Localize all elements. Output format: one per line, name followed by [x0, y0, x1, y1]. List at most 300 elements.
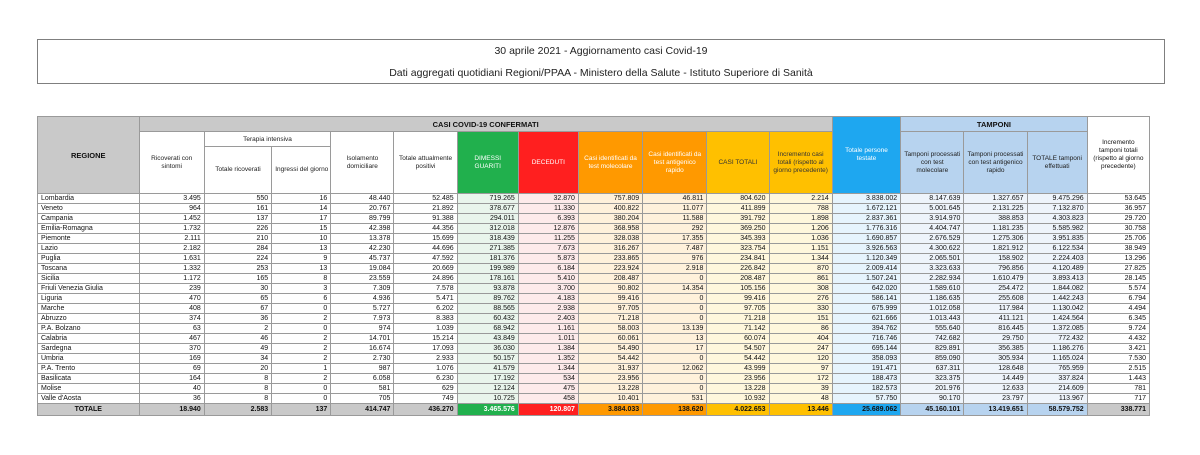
cell-casi-totali: 804.620	[707, 194, 769, 204]
cell-persone-testate: 1.672.121	[832, 204, 900, 214]
cell-regione: Toscana	[38, 264, 140, 274]
cell-ti-totale: 20	[204, 364, 271, 374]
cell-deceduti: 11.255	[518, 234, 578, 244]
cell-incremento-casi: 247	[769, 344, 832, 354]
total-tamponi-molecolare: 45.160.101	[901, 404, 964, 416]
cell-casi-totali: 345.393	[707, 234, 769, 244]
cell-incremento-casi: 1.898	[769, 214, 832, 224]
header-persone-testate: Totale persone testate	[832, 117, 900, 194]
cell-tamponi-antigenico: 12.633	[964, 384, 1027, 394]
cell-ti-ingressi: 9	[272, 254, 331, 264]
cell-totale-positivi: 1.039	[394, 324, 457, 334]
report-header	[37, 39, 1165, 84]
cell-ti-totale: 137	[204, 214, 271, 224]
cell-casi-molecolare: 380.204	[578, 214, 642, 224]
cell-casi-totali: 391.792	[707, 214, 769, 224]
total-ti-totale: 2.583	[204, 404, 271, 416]
cell-tamponi-molecolare: 323.375	[901, 374, 964, 384]
cell-tamponi-totale: 113.967	[1027, 394, 1087, 404]
cell-ricoverati: 1.332	[139, 264, 204, 274]
cell-deceduti: 12.876	[518, 224, 578, 234]
covid-data-table	[37, 116, 1150, 416]
cell-regione: Campania	[38, 214, 140, 224]
cell-persone-testate: 1.776.316	[832, 224, 900, 234]
cell-totale-positivi: 6.202	[394, 304, 457, 314]
cell-dimessi: 12.124	[457, 384, 518, 394]
cell-persone-testate: 2.837.361	[832, 214, 900, 224]
table-row	[38, 194, 1150, 204]
cell-totale-positivi: 6.230	[394, 374, 457, 384]
cell-dimessi: 93.878	[457, 284, 518, 294]
cell-ricoverati: 1.631	[139, 254, 204, 264]
cell-casi-molecolare: 23.956	[578, 374, 642, 384]
cell-casi-totali: 54.507	[707, 344, 769, 354]
cell-incremento-tamponi: 3.421	[1087, 344, 1149, 354]
cell-dimessi: 43.849	[457, 334, 518, 344]
cell-tamponi-molecolare: 555.640	[901, 324, 964, 334]
cell-tamponi-molecolare: 5.001.645	[901, 204, 964, 214]
cell-tamponi-antigenico: 305.934	[964, 354, 1027, 364]
cell-dimessi: 312.018	[457, 224, 518, 234]
cell-tamponi-totale: 1.372.085	[1027, 324, 1087, 334]
cell-incremento-casi: 97	[769, 364, 832, 374]
cell-tamponi-antigenico: 816.445	[964, 324, 1027, 334]
cell-dimessi: 318.439	[457, 234, 518, 244]
table-row-totale	[38, 404, 1150, 416]
cell-regione: Lombardia	[38, 194, 140, 204]
cell-regione: Veneto	[38, 204, 140, 214]
cell-isolamento: 20.767	[331, 204, 394, 214]
cell-incremento-tamponi: 13.296	[1087, 254, 1149, 264]
cell-regione: Piemonte	[38, 234, 140, 244]
cell-regione: P.A. Trento	[38, 364, 140, 374]
cell-tamponi-antigenico: 255.608	[964, 294, 1027, 304]
cell-isolamento: 2.730	[331, 354, 394, 364]
cell-incremento-casi: 276	[769, 294, 832, 304]
cell-ricoverati: 164	[139, 374, 204, 384]
cell-dimessi: 60.432	[457, 314, 518, 324]
cell-incremento-casi: 870	[769, 264, 832, 274]
cell-tamponi-molecolare: 1.186.635	[901, 294, 964, 304]
cell-ti-totale: 2	[204, 324, 271, 334]
header-row-groups	[38, 117, 1150, 132]
cell-ricoverati: 63	[139, 324, 204, 334]
cell-ti-totale: 253	[204, 264, 271, 274]
cell-ti-ingressi: 6	[272, 294, 331, 304]
cell-persone-testate: 182.573	[832, 384, 900, 394]
cell-incremento-casi: 86	[769, 324, 832, 334]
cell-persone-testate: 191.471	[832, 364, 900, 374]
cell-casi-totali: 369.250	[707, 224, 769, 234]
cell-incremento-casi: 861	[769, 274, 832, 284]
cell-ti-totale: 8	[204, 374, 271, 384]
cell-ricoverati: 3.495	[139, 194, 204, 204]
cell-persone-testate: 642.020	[832, 284, 900, 294]
cell-dimessi: 181.376	[457, 254, 518, 264]
cell-totale-positivi: 15.699	[394, 234, 457, 244]
cell-deceduti: 6.393	[518, 214, 578, 224]
cell-tamponi-molecolare: 2.676.529	[901, 234, 964, 244]
cell-isolamento: 705	[331, 394, 394, 404]
table-row	[38, 334, 1150, 344]
table-row	[38, 364, 1150, 374]
cell-dimessi: 10.725	[457, 394, 518, 404]
cell-casi-antigenico: 0	[643, 384, 707, 394]
cell-tamponi-molecolare: 2.065.501	[901, 254, 964, 264]
cell-regione: Marche	[38, 304, 140, 314]
report-title: 30 aprile 2021 - Aggiornamento casi Covid-19	[494, 45, 708, 57]
cell-tamponi-antigenico: 254.472	[964, 284, 1027, 294]
cell-tamponi-totale: 2.224.403	[1027, 254, 1087, 264]
cell-dimessi: 199.989	[457, 264, 518, 274]
cell-casi-totali: 43.999	[707, 364, 769, 374]
cell-dimessi: 178.161	[457, 274, 518, 284]
cell-dimessi: 36.030	[457, 344, 518, 354]
cell-casi-molecolare: 328.038	[578, 234, 642, 244]
cell-isolamento: 987	[331, 364, 394, 374]
cell-casi-totali: 234.841	[707, 254, 769, 264]
cell-regione: Sardegna	[38, 344, 140, 354]
cell-tamponi-molecolare: 3.323.633	[901, 264, 964, 274]
cell-casi-totali: 97.705	[707, 304, 769, 314]
total-casi-antigenico: 138.620	[643, 404, 707, 416]
cell-tamponi-molecolare: 4.300.622	[901, 244, 964, 254]
cell-ti-ingressi: 16	[272, 194, 331, 204]
cell-tamponi-antigenico: 29.750	[964, 334, 1027, 344]
cell-casi-antigenico: 976	[643, 254, 707, 264]
cell-totale-positivi: 52.485	[394, 194, 457, 204]
cell-deceduti: 32.870	[518, 194, 578, 204]
cell-casi-molecolare: 10.401	[578, 394, 642, 404]
table-row	[38, 304, 1150, 314]
cell-deceduti: 2.938	[518, 304, 578, 314]
cell-ricoverati: 2.182	[139, 244, 204, 254]
cell-casi-totali: 71.218	[707, 314, 769, 324]
cell-casi-antigenico: 12.062	[643, 364, 707, 374]
cell-persone-testate: 675.999	[832, 304, 900, 314]
cell-deceduti: 5.410	[518, 274, 578, 284]
cell-casi-molecolare: 99.416	[578, 294, 642, 304]
cell-dimessi: 17.192	[457, 374, 518, 384]
cell-casi-totali: 60.074	[707, 334, 769, 344]
cell-tamponi-antigenico: 158.902	[964, 254, 1027, 264]
cell-ti-totale: 8	[204, 394, 271, 404]
cell-casi-totali: 54.442	[707, 354, 769, 364]
cell-deceduti: 3.700	[518, 284, 578, 294]
header-tamponi-molecolare: Tamponi processati con test molecolare	[901, 132, 964, 194]
cell-ti-totale: 36	[204, 314, 271, 324]
cell-regione: Sicilia	[38, 274, 140, 284]
cell-tamponi-totale: 3.893.413	[1027, 274, 1087, 284]
cell-totale-positivi: 47.592	[394, 254, 457, 264]
cell-casi-molecolare: 60.061	[578, 334, 642, 344]
cell-ricoverati: 470	[139, 294, 204, 304]
cell-incremento-tamponi: 717	[1087, 394, 1149, 404]
total-persone-testate: 25.689.062	[832, 404, 900, 416]
cell-ti-totale: 284	[204, 244, 271, 254]
cell-ti-totale: 8	[204, 384, 271, 394]
cell-isolamento: 7.309	[331, 284, 394, 294]
cell-tamponi-molecolare: 8.147.639	[901, 194, 964, 204]
table-row	[38, 294, 1150, 304]
cell-dimessi: 89.762	[457, 294, 518, 304]
cell-ti-ingressi: 2	[272, 334, 331, 344]
cell-persone-testate: 188.473	[832, 374, 900, 384]
cell-deceduti: 5.873	[518, 254, 578, 264]
cell-ti-totale: 226	[204, 224, 271, 234]
cell-tamponi-totale: 5.585.982	[1027, 224, 1087, 234]
cell-casi-molecolare: 400.822	[578, 204, 642, 214]
cell-isolamento: 16.674	[331, 344, 394, 354]
cell-isolamento: 19.084	[331, 264, 394, 274]
cell-incremento-casi: 1.206	[769, 224, 832, 234]
cell-persone-testate: 358.093	[832, 354, 900, 364]
header-casi-confermati: CASI COVID-19 CONFERMATI	[139, 117, 832, 132]
cell-casi-antigenico: 13.139	[643, 324, 707, 334]
cell-ricoverati: 2.111	[139, 234, 204, 244]
cell-casi-molecolare: 58.003	[578, 324, 642, 334]
cell-incremento-casi: 2.214	[769, 194, 832, 204]
cell-totale-positivi: 7.578	[394, 284, 457, 294]
cell-deceduti: 7.673	[518, 244, 578, 254]
header-incremento-casi: Incremento casi totali (rispetto al giorno precedente)	[769, 132, 832, 194]
cell-tamponi-totale: 4.303.823	[1027, 214, 1087, 224]
cell-ricoverati: 69	[139, 364, 204, 374]
total-incremento-tamponi: 338.771	[1087, 404, 1149, 416]
cell-tamponi-antigenico: 1.275.306	[964, 234, 1027, 244]
cell-casi-molecolare: 316.267	[578, 244, 642, 254]
cell-totale-positivi: 15.214	[394, 334, 457, 344]
table-body	[38, 194, 1150, 416]
cell-tamponi-antigenico: 117.984	[964, 304, 1027, 314]
cell-tamponi-totale: 3.951.835	[1027, 234, 1087, 244]
table-row	[38, 274, 1150, 284]
cell-ti-ingressi: 0	[272, 394, 331, 404]
cell-regione: Valle d'Aosta	[38, 394, 140, 404]
cell-totale-positivi: 5.471	[394, 294, 457, 304]
cell-tamponi-antigenico: 23.797	[964, 394, 1027, 404]
header-tamponi-totale: TOTALE tamponi effettuati	[1027, 132, 1087, 194]
cell-deceduti: 475	[518, 384, 578, 394]
cell-tamponi-molecolare: 4.404.747	[901, 224, 964, 234]
cell-persone-testate: 586.141	[832, 294, 900, 304]
cell-tamponi-antigenico: 411.121	[964, 314, 1027, 324]
cell-casi-antigenico: 0	[643, 294, 707, 304]
cell-persone-testate: 716.746	[832, 334, 900, 344]
table-row	[38, 384, 1150, 394]
cell-regione: Lazio	[38, 244, 140, 254]
cell-isolamento: 6.058	[331, 374, 394, 384]
cell-regione: Abruzzo	[38, 314, 140, 324]
cell-ti-totale: 34	[204, 354, 271, 364]
cell-deceduti: 1.011	[518, 334, 578, 344]
cell-ricoverati: 370	[139, 344, 204, 354]
cell-tamponi-totale: 7.132.870	[1027, 204, 1087, 214]
table-row	[38, 254, 1150, 264]
cell-tamponi-molecolare: 201.976	[901, 384, 964, 394]
table-row	[38, 214, 1150, 224]
total-casi-molecolare: 3.884.033	[578, 404, 642, 416]
cell-deceduti: 534	[518, 374, 578, 384]
cell-casi-antigenico: 531	[643, 394, 707, 404]
report-subtitle: Dati aggregati quotidiani Regioni/PPAA - Ministero della Salute - Istituto Superiore di Sanità	[389, 67, 813, 79]
cell-casi-antigenico: 17.355	[643, 234, 707, 244]
cell-ti-totale: 30	[204, 284, 271, 294]
cell-ricoverati: 36	[139, 394, 204, 404]
cell-tamponi-antigenico: 1.610.479	[964, 274, 1027, 284]
cell-dimessi: 719.265	[457, 194, 518, 204]
total-incremento-casi: 13.446	[769, 404, 832, 416]
cell-regione: Friuli Venezia Giulia	[38, 284, 140, 294]
cell-tamponi-molecolare: 90.170	[901, 394, 964, 404]
header-incremento-tamponi: Incremento tamponi totali (rispetto al giorno precedente)	[1087, 117, 1149, 194]
cell-casi-molecolare: 54.442	[578, 354, 642, 364]
cell-dimessi: 41.579	[457, 364, 518, 374]
cell-isolamento: 581	[331, 384, 394, 394]
cell-incremento-tamponi: 7.530	[1087, 354, 1149, 364]
cell-casi-antigenico: 0	[643, 274, 707, 284]
cell-tamponi-antigenico: 796.856	[964, 264, 1027, 274]
cell-casi-molecolare: 223.924	[578, 264, 642, 274]
header-regione: REGIONE	[38, 117, 140, 194]
cell-ti-ingressi: 2	[272, 344, 331, 354]
cell-deceduti: 1.352	[518, 354, 578, 364]
header-terapia-intensiva: Terapia intensiva	[204, 132, 330, 147]
table-row	[38, 354, 1150, 364]
cell-ti-ingressi: 13	[272, 264, 331, 274]
cell-regione: P.A. Bolzano	[38, 324, 140, 334]
cell-ti-totale: 49	[204, 344, 271, 354]
cell-ti-totale: 224	[204, 254, 271, 264]
cell-tamponi-antigenico: 388.853	[964, 214, 1027, 224]
cell-totale-positivi: 21.892	[394, 204, 457, 214]
cell-regione: Emilia-Romagna	[38, 224, 140, 234]
cell-isolamento: 23.559	[331, 274, 394, 284]
cell-isolamento: 42.398	[331, 224, 394, 234]
cell-casi-molecolare: 71.218	[578, 314, 642, 324]
cell-ti-ingressi: 13	[272, 244, 331, 254]
cell-ti-ingressi: 10	[272, 234, 331, 244]
header-isolamento: Isolamento domiciliare	[331, 132, 394, 194]
cell-ricoverati: 40	[139, 384, 204, 394]
table-row	[38, 314, 1150, 324]
cell-ti-ingressi: 14	[272, 204, 331, 214]
cell-casi-totali: 208.487	[707, 274, 769, 284]
table-row	[38, 234, 1150, 244]
cell-casi-antigenico: 2.918	[643, 264, 707, 274]
cell-incremento-casi: 39	[769, 384, 832, 394]
cell-incremento-tamponi: 781	[1087, 384, 1149, 394]
cell-casi-antigenico: 0	[643, 374, 707, 384]
total-deceduti: 120.807	[518, 404, 578, 416]
cell-casi-antigenico: 17	[643, 344, 707, 354]
table-row	[38, 344, 1150, 354]
cell-persone-testate: 394.762	[832, 324, 900, 334]
cell-casi-antigenico: 14.354	[643, 284, 707, 294]
cell-ti-totale: 165	[204, 274, 271, 284]
cell-dimessi: 68.942	[457, 324, 518, 334]
total-totale-positivi: 436.270	[394, 404, 457, 416]
cell-casi-antigenico: 7.487	[643, 244, 707, 254]
cell-tamponi-totale: 214.609	[1027, 384, 1087, 394]
cell-isolamento: 4.936	[331, 294, 394, 304]
cell-persone-testate: 1.507.241	[832, 274, 900, 284]
cell-dimessi: 294.011	[457, 214, 518, 224]
cell-deceduti: 6.184	[518, 264, 578, 274]
cell-ti-totale: 161	[204, 204, 271, 214]
table-row	[38, 264, 1150, 274]
cell-tamponi-molecolare: 1.013.443	[901, 314, 964, 324]
cell-isolamento: 7.973	[331, 314, 394, 324]
cell-tamponi-molecolare: 637.311	[901, 364, 964, 374]
cell-ti-ingressi: 15	[272, 224, 331, 234]
header-casi-totali: CASI TOTALI	[707, 132, 769, 194]
cell-incremento-casi: 404	[769, 334, 832, 344]
cell-regione: Puglia	[38, 254, 140, 264]
cell-incremento-tamponi: 27.825	[1087, 264, 1149, 274]
cell-incremento-casi: 1.151	[769, 244, 832, 254]
table-row	[38, 244, 1150, 254]
cell-regione: Calabria	[38, 334, 140, 344]
cell-tamponi-antigenico: 356.385	[964, 344, 1027, 354]
cell-ti-ingressi: 2	[272, 354, 331, 364]
cell-persone-testate: 695.144	[832, 344, 900, 354]
header-casi-antigenico: Casi identificati da test antigenico rapido	[643, 132, 707, 194]
cell-incremento-tamponi: 5.574	[1087, 284, 1149, 294]
cell-incremento-tamponi: 4.494	[1087, 304, 1149, 314]
cell-incremento-casi: 1.344	[769, 254, 832, 264]
cell-casi-totali: 13.228	[707, 384, 769, 394]
cell-ricoverati: 169	[139, 354, 204, 364]
cell-incremento-tamponi: 36.957	[1087, 204, 1149, 214]
cell-tamponi-totale: 1.442.243	[1027, 294, 1087, 304]
total-casi-totali: 4.022.653	[707, 404, 769, 416]
cell-ti-totale: 67	[204, 304, 271, 314]
cell-persone-testate: 3.926.563	[832, 244, 900, 254]
header-dimessi: DIMESSI GUARITI	[457, 132, 518, 194]
total-regione: TOTALE	[38, 404, 140, 416]
cell-casi-antigenico: 292	[643, 224, 707, 234]
cell-incremento-tamponi: 9.724	[1087, 324, 1149, 334]
cell-tamponi-molecolare: 829.891	[901, 344, 964, 354]
table-row	[38, 284, 1150, 294]
cell-totale-positivi: 24.896	[394, 274, 457, 284]
cell-casi-totali: 23.956	[707, 374, 769, 384]
cell-ti-ingressi: 2	[272, 314, 331, 324]
header-tamponi: TAMPONI	[901, 117, 1088, 132]
cell-ricoverati: 374	[139, 314, 204, 324]
cell-tamponi-antigenico: 1.181.235	[964, 224, 1027, 234]
cell-regione: Liguria	[38, 294, 140, 304]
cell-totale-positivi: 629	[394, 384, 457, 394]
cell-tamponi-antigenico: 1.821.912	[964, 244, 1027, 254]
cell-casi-molecolare: 233.865	[578, 254, 642, 264]
total-isolamento: 414.747	[331, 404, 394, 416]
cell-tamponi-totale: 1.130.042	[1027, 304, 1087, 314]
cell-ricoverati: 1.732	[139, 224, 204, 234]
cell-totale-positivi: 1.076	[394, 364, 457, 374]
cell-totale-positivi: 749	[394, 394, 457, 404]
cell-ti-totale: 46	[204, 334, 271, 344]
cell-regione: Molise	[38, 384, 140, 394]
header-casi-molecolare: Casi identificati da test molecolare	[578, 132, 642, 194]
cell-incremento-tamponi: 53.645	[1087, 194, 1149, 204]
cell-ti-totale: 550	[204, 194, 271, 204]
cell-tamponi-antigenico: 14.449	[964, 374, 1027, 384]
cell-casi-totali: 226.842	[707, 264, 769, 274]
cell-totale-positivi: 2.933	[394, 354, 457, 364]
cell-incremento-casi: 1.036	[769, 234, 832, 244]
